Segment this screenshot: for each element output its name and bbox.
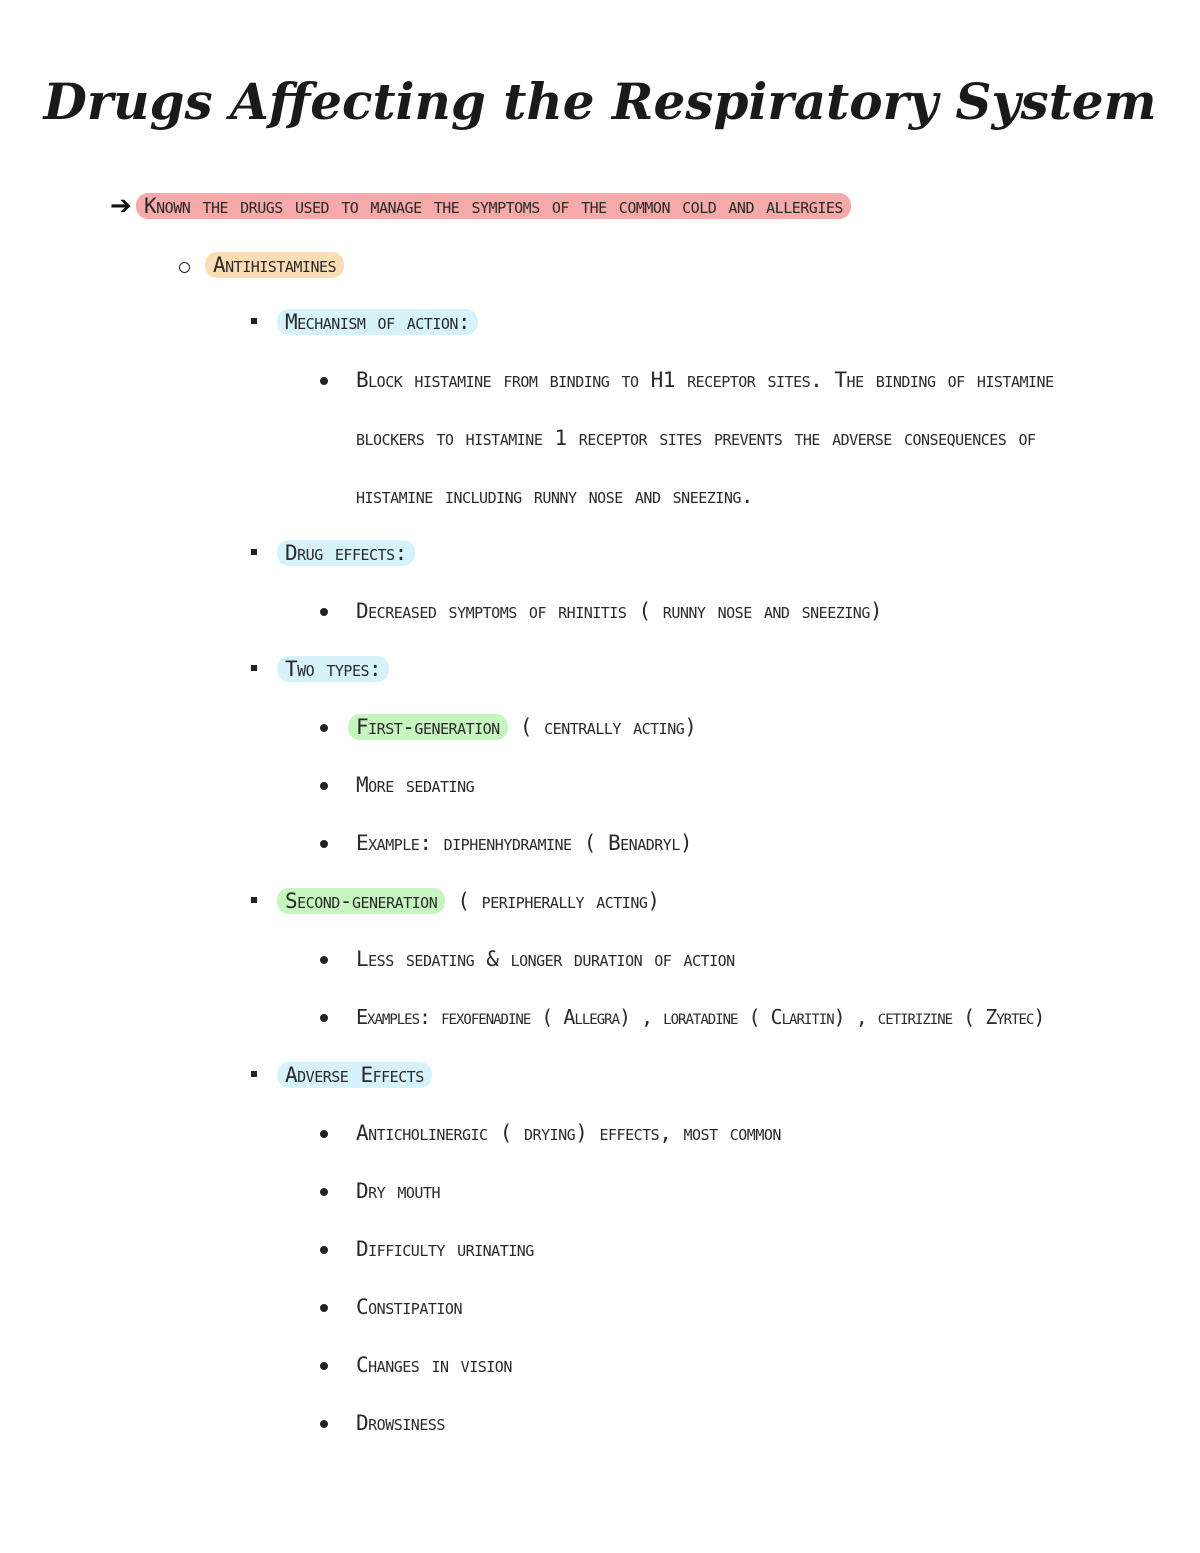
section-line: [205, 251, 344, 279]
adverse-item: Difficulty urinating: [356, 1237, 534, 1261]
first-generation-line: [348, 713, 696, 741]
adverse-item: Drowsiness: [356, 1411, 445, 1435]
second-generation-item-2: Examples: fexofenadine ( Allegra) , loratadine ( Claritin) , cetirizine ( Zyrtec): [356, 1005, 1045, 1029]
dot-bullet-icon: [320, 724, 328, 732]
two-types-heading: Two types:: [277, 656, 389, 682]
page-title: Drugs Affecting the Respiratory System: [43, 72, 1157, 131]
mechanism-heading-line: [277, 308, 478, 336]
arrow-right-icon: ➔: [110, 191, 132, 221]
square-bullet-icon: [251, 665, 257, 671]
mechanism-text-line-1: Block histamine from binding to H1 receptor sites. The binding of histamine: [356, 368, 1054, 392]
drug-effects-heading-line: [277, 539, 415, 567]
mechanism-text-line-3: histamine including runny nose and sneezing.: [356, 484, 754, 508]
dot-bullet-icon: [320, 1362, 328, 1370]
drug-effects-item: Decreased symptoms of rhinitis ( runny nose and sneezing): [356, 599, 882, 623]
dot-bullet-icon: [320, 840, 328, 848]
hollow-circle-bullet-icon: [179, 262, 190, 273]
dot-bullet-icon: [320, 1304, 328, 1312]
mechanism-text-line-2: blockers to histamine 1 receptor sites prevents the adverse consequences of: [356, 426, 1036, 450]
dot-bullet-icon: [320, 956, 328, 964]
adverse-item: Changes in vision: [356, 1353, 512, 1377]
dot-bullet-icon: [320, 377, 328, 385]
first-generation-label: First-generation: [348, 714, 508, 740]
two-types-heading-line: [277, 655, 389, 683]
square-bullet-icon: [251, 897, 257, 903]
objective-line: [136, 192, 851, 220]
adverse-heading-line: [277, 1061, 432, 1089]
second-generation-item-1: Less sedating & longer duration of action: [356, 947, 735, 971]
objective-text: Known the drugs used to manage the symptoms of the common cold and allergies: [136, 193, 851, 219]
section-heading: Antihistamines: [205, 252, 344, 278]
dot-bullet-icon: [320, 1014, 328, 1022]
drug-effects-heading: Drug effects:: [277, 540, 415, 566]
mechanism-heading: Mechanism of action:: [277, 309, 478, 335]
first-generation-detail: ( centrally acting): [507, 715, 697, 739]
dot-bullet-icon: [320, 1246, 328, 1254]
square-bullet-icon: [251, 318, 257, 324]
adverse-heading: Adverse Effects: [277, 1062, 432, 1088]
dot-bullet-icon: [320, 1420, 328, 1428]
second-generation-detail: ( peripherally acting): [445, 889, 660, 913]
dot-bullet-icon: [320, 1188, 328, 1196]
dot-bullet-icon: [320, 1130, 328, 1138]
square-bullet-icon: [251, 1071, 257, 1077]
dot-bullet-icon: [320, 608, 328, 616]
square-bullet-icon: [251, 549, 257, 555]
first-generation-item-1: More sedating: [356, 773, 475, 797]
dot-bullet-icon: [320, 782, 328, 790]
adverse-item: Anticholinergic ( drying) effects, most common: [356, 1121, 781, 1145]
second-generation-line: [277, 887, 660, 915]
second-generation-label: Second-generation: [277, 888, 445, 914]
first-generation-item-2: Example: diphenhydramine ( Benadryl): [356, 831, 693, 855]
adverse-item: Constipation: [356, 1295, 462, 1319]
adverse-item: Dry mouth: [356, 1179, 441, 1203]
